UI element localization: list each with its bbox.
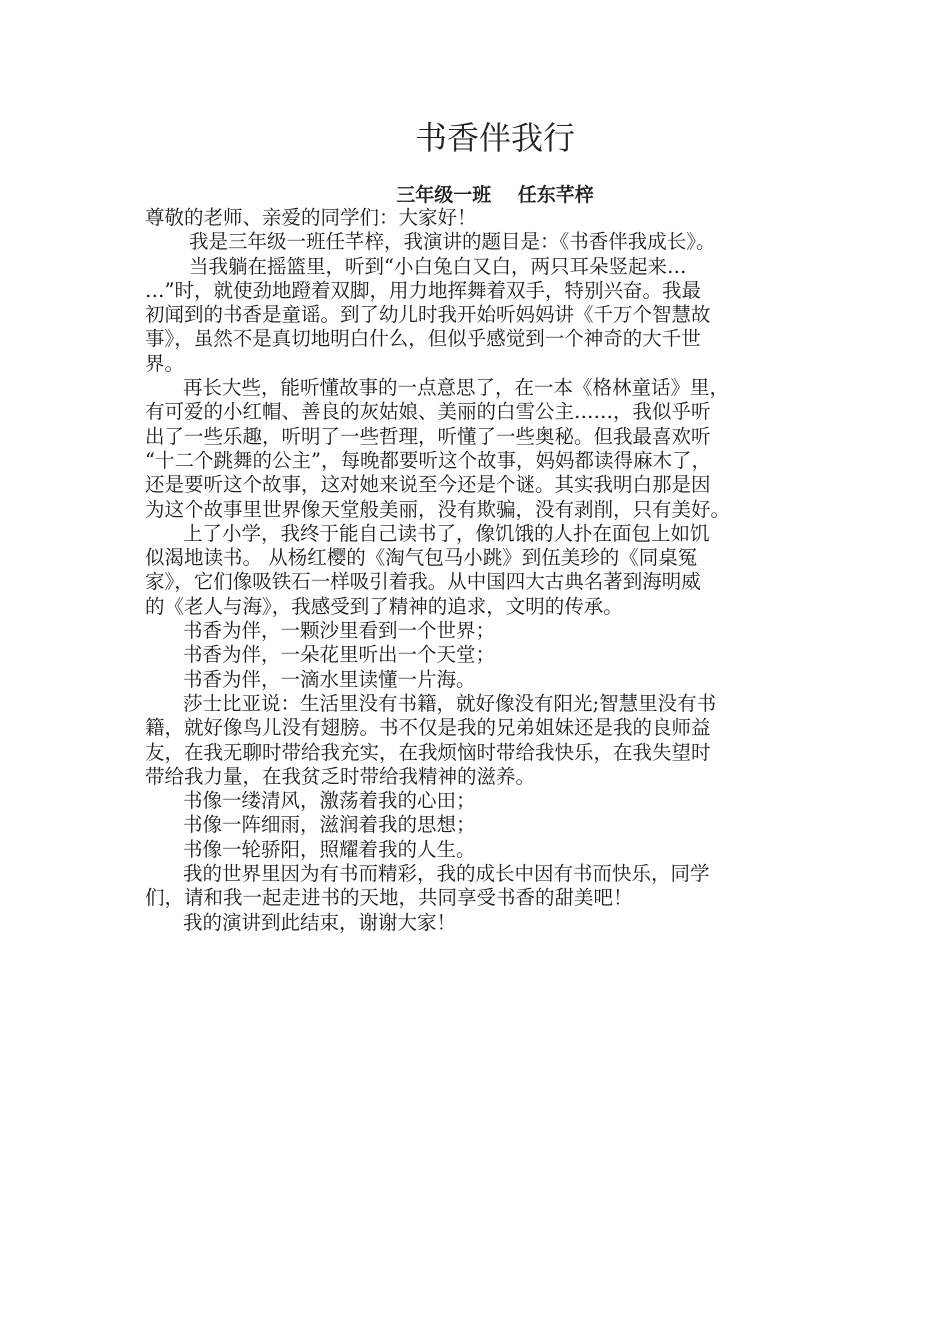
text-line: 莎士比亚说：生活里没有书籍，就好像没有阳光;智慧里没有书 — [183, 691, 717, 715]
text-line: 友，在我无聊时带给我充实，在我烦恼时带给我快乐，在我失望时 — [145, 740, 711, 764]
text-line: 家》，它们像吸铁石一样吸引着我。从中国四大古典名著到海明威 — [145, 570, 701, 594]
text-line: 再长大些，能听懂故事的一点意思了，在一本《格林童话》里， — [183, 376, 730, 400]
text-line: 上了小学，我终于能自己读书了，像饥饿的人扑在面包上如饥 — [183, 521, 710, 545]
text-line: 为这个故事里世界像天堂般美丽，没有欺骗，没有剥削，只有美好。 — [145, 497, 731, 521]
text-line: 我是三年级一班任芊梓，我演讲的题目是：《书香伴我成长》。 — [189, 230, 716, 254]
text-line: 书香为伴，一滴水里读懂一片海。 — [183, 667, 476, 691]
text-line: 书香为伴，一颗沙里看到一个世界； — [183, 619, 496, 643]
text-line: 似渴地读书。 从杨红樱的《淘气包马小跳》到伍美珍的《同桌冤 — [145, 546, 698, 570]
text-line: 我的演讲到此结束，谢谢大家！ — [183, 910, 457, 934]
text-line: 当我躺在摇篮里，听到“小白兔白又白，两只耳朵竖起来… — [189, 254, 687, 278]
text-line: 尊敬的老师、亲爱的同学们：大家好！ — [145, 206, 477, 229]
document-body — [145, 206, 805, 935]
text-line: 们，请和我一起走进书的天地，共同享受书香的甜美吧！ — [145, 886, 633, 910]
text-line: 书像一缕清风，激荡着我的心田； — [183, 789, 476, 813]
text-line: …”时，就使劲地蹬着双脚，用力地挥舞着双手，特别兴奋。我最 — [145, 278, 701, 302]
text-line: 带给我力量，在我贫乏时带给我精神的滋养。 — [145, 764, 536, 788]
text-line: 的《老人与海》，我感受到了精神的追求，文明的传承。 — [145, 594, 623, 618]
text-line: 书像一阵细雨，滋润着我的思想； — [183, 813, 476, 837]
text-line: 事》，虽然不是真切地明白什么，但似乎感觉到一个神奇的大千世 — [145, 327, 701, 351]
text-line: 书香为伴，一朵花里听出一个天堂； — [183, 643, 496, 667]
text-line: 出了一些乐趣，听明了一些哲理，听懂了一些奥秘。但我最喜欢听 — [145, 424, 711, 448]
text-line: 我的世界里因为有书而精彩，我的成长中因有书而快乐，同学 — [183, 862, 710, 886]
text-line: 界。 — [145, 351, 185, 375]
text-line: 书像一轮骄阳，照耀着我的人生。 — [183, 837, 476, 861]
text-line: “十二个跳舞的公主”，每晚都要听这个故事，妈妈都读得麻木了， — [145, 448, 711, 472]
document-byline: 三年级一班 任东芊梓 — [396, 184, 594, 206]
text-line: 籍，就好像鸟儿没有翅膀。书不仅是我的兄弟姐妹还是我的良师益 — [145, 716, 711, 740]
text-line: 初闻到的书香是童谣。到了幼儿时我开始听妈妈讲《千万个智慧故 — [145, 303, 711, 327]
document-title: 书香伴我行 — [414, 119, 575, 157]
text-line: 有可爱的小红帽、善良的灰姑娘、美丽的白雪公主……，我似乎听 — [145, 400, 711, 424]
text-line: 还是要听这个故事，这对她来说至今还是个谜。其实我明白那是因 — [145, 473, 711, 497]
